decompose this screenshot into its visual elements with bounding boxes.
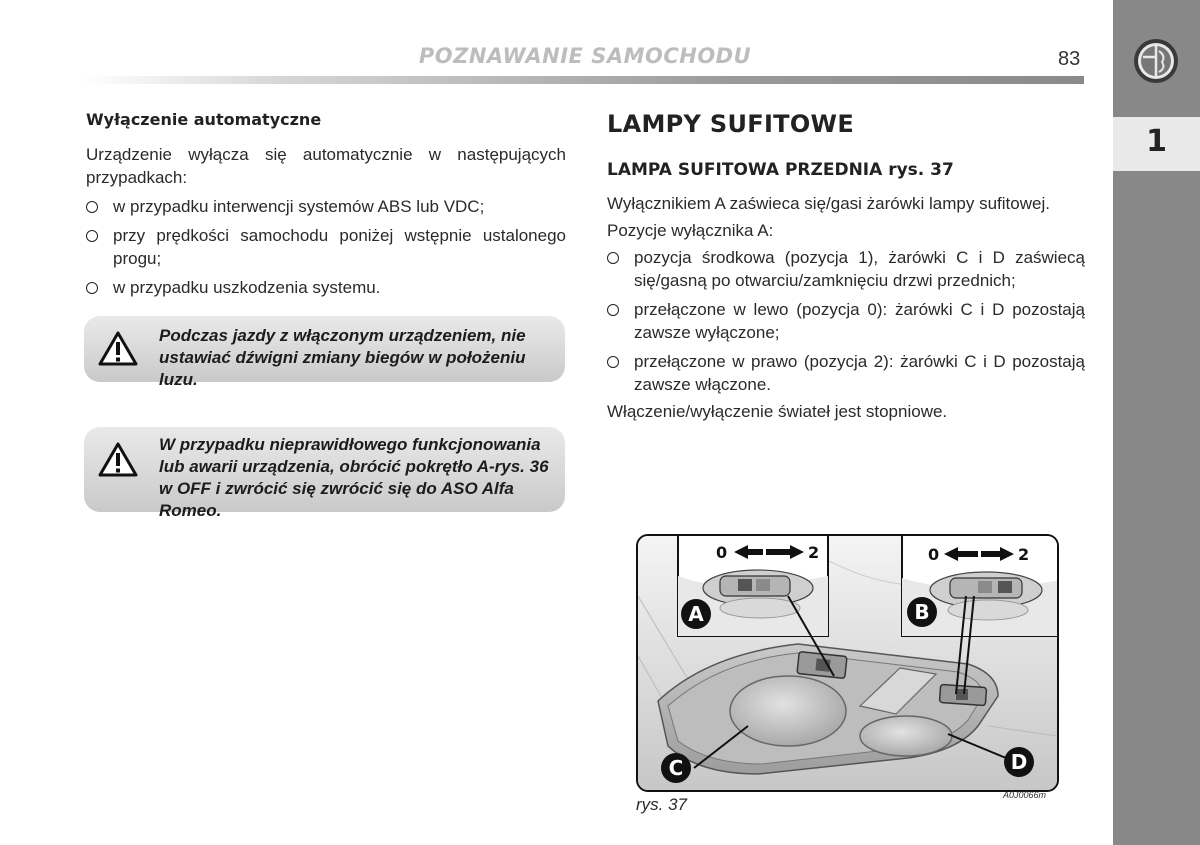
bullet-circle-icon xyxy=(86,282,98,294)
bullet-circle-icon xyxy=(607,252,619,264)
figure-ceiling-lamp xyxy=(636,534,1059,792)
auto-off-list xyxy=(86,195,566,299)
bullet-circle-icon xyxy=(607,304,619,316)
left-column xyxy=(86,110,566,299)
section-title: LAMPY SUFITOWE xyxy=(607,110,855,138)
paragraph-dimming: Włączenie/wyłączenie świateł jest stopniowe. xyxy=(607,402,948,421)
brand-logo-icon xyxy=(1133,38,1179,84)
header-rule xyxy=(82,76,1084,84)
callout-b xyxy=(907,597,937,627)
svg-text:A: A xyxy=(688,602,704,626)
lamp-heading: LAMPA SUFITOWA PRZEDNIA rys. 37 xyxy=(607,160,954,180)
warning-triangle-icon xyxy=(98,442,138,478)
chapter-number: 1 xyxy=(1146,124,1167,159)
list-item: przy prędkości samochodu poniżej wstępnie ustalonego progu; xyxy=(86,224,566,270)
bullet-circle-icon xyxy=(607,356,619,368)
paragraph-positions: Pozycje wyłącznika A: xyxy=(607,221,774,240)
callout-a xyxy=(681,599,711,629)
bullet-circle-icon xyxy=(86,230,98,242)
page-number: 83 xyxy=(1058,48,1081,70)
warning-box-neutral xyxy=(84,316,565,389)
callout-c xyxy=(661,753,691,783)
subheading-auto-off: Wyłączenie automatyczne xyxy=(86,110,322,129)
warning-box-malfunction xyxy=(84,427,565,520)
warning-triangle-icon xyxy=(98,331,138,367)
running-header: POZNAWANIE SAMOCHODU xyxy=(418,44,752,68)
switch-a-right-label: 2 xyxy=(808,543,820,562)
svg-text:D: D xyxy=(1010,750,1028,774)
positions-list xyxy=(607,246,1085,396)
figure-code: A0J0066m xyxy=(1003,790,1047,800)
switch-a-left-label: 0 xyxy=(716,543,728,562)
switch-b-right-label: 2 xyxy=(1018,545,1030,564)
svg-text:B: B xyxy=(914,600,930,624)
list-item: w przypadku interwencji systemów ABS lub VDC; xyxy=(86,195,566,218)
warning-text: Podczas jazdy z włączonym urządzeniem, nie ustawiać dźwigni zmiany biegów w położeniu luzu. xyxy=(159,326,526,389)
bullet-circle-icon xyxy=(86,201,98,213)
paragraph-switch: Wyłącznikiem A zaświeca się/gasi żarówki lampy sufitowej. xyxy=(607,194,1050,213)
list-item: pozycja środkowa (pozycja 1), żarówki C i D zaświecą się/gasną po otwarciu/zamknięciu drzwi przednich; xyxy=(607,246,1085,292)
right-column xyxy=(607,110,1085,423)
figure-caption: rys. 37 xyxy=(636,795,688,814)
list-item: w przypadku uszkodzenia systemu. xyxy=(86,276,566,299)
ceiling-lamp-illustration xyxy=(638,536,1057,790)
svg-text:C: C xyxy=(668,756,684,780)
list-item: przełączone w prawo (pozycja 2): żarówki C i D pozostają zawsze włączone. xyxy=(607,350,1085,396)
callout-d xyxy=(1004,747,1034,777)
warning-text: W przypadku nieprawidłowego funkcjonowania lub awarii urządzenia, obrócić pokrętło A-rys. 36 w OFF i zwrócić się zwrócić się do ASO Alfa Romeo. xyxy=(159,435,549,520)
switch-b-left-label: 0 xyxy=(928,545,940,564)
list-item: przełączone w lewo (pozycja 0): żarówki C i D pozostają zawsze wyłączone; xyxy=(607,298,1085,344)
intro-paragraph: Urządzenie wyłącza się automatycznie w następujących przypadkach: xyxy=(86,145,566,187)
